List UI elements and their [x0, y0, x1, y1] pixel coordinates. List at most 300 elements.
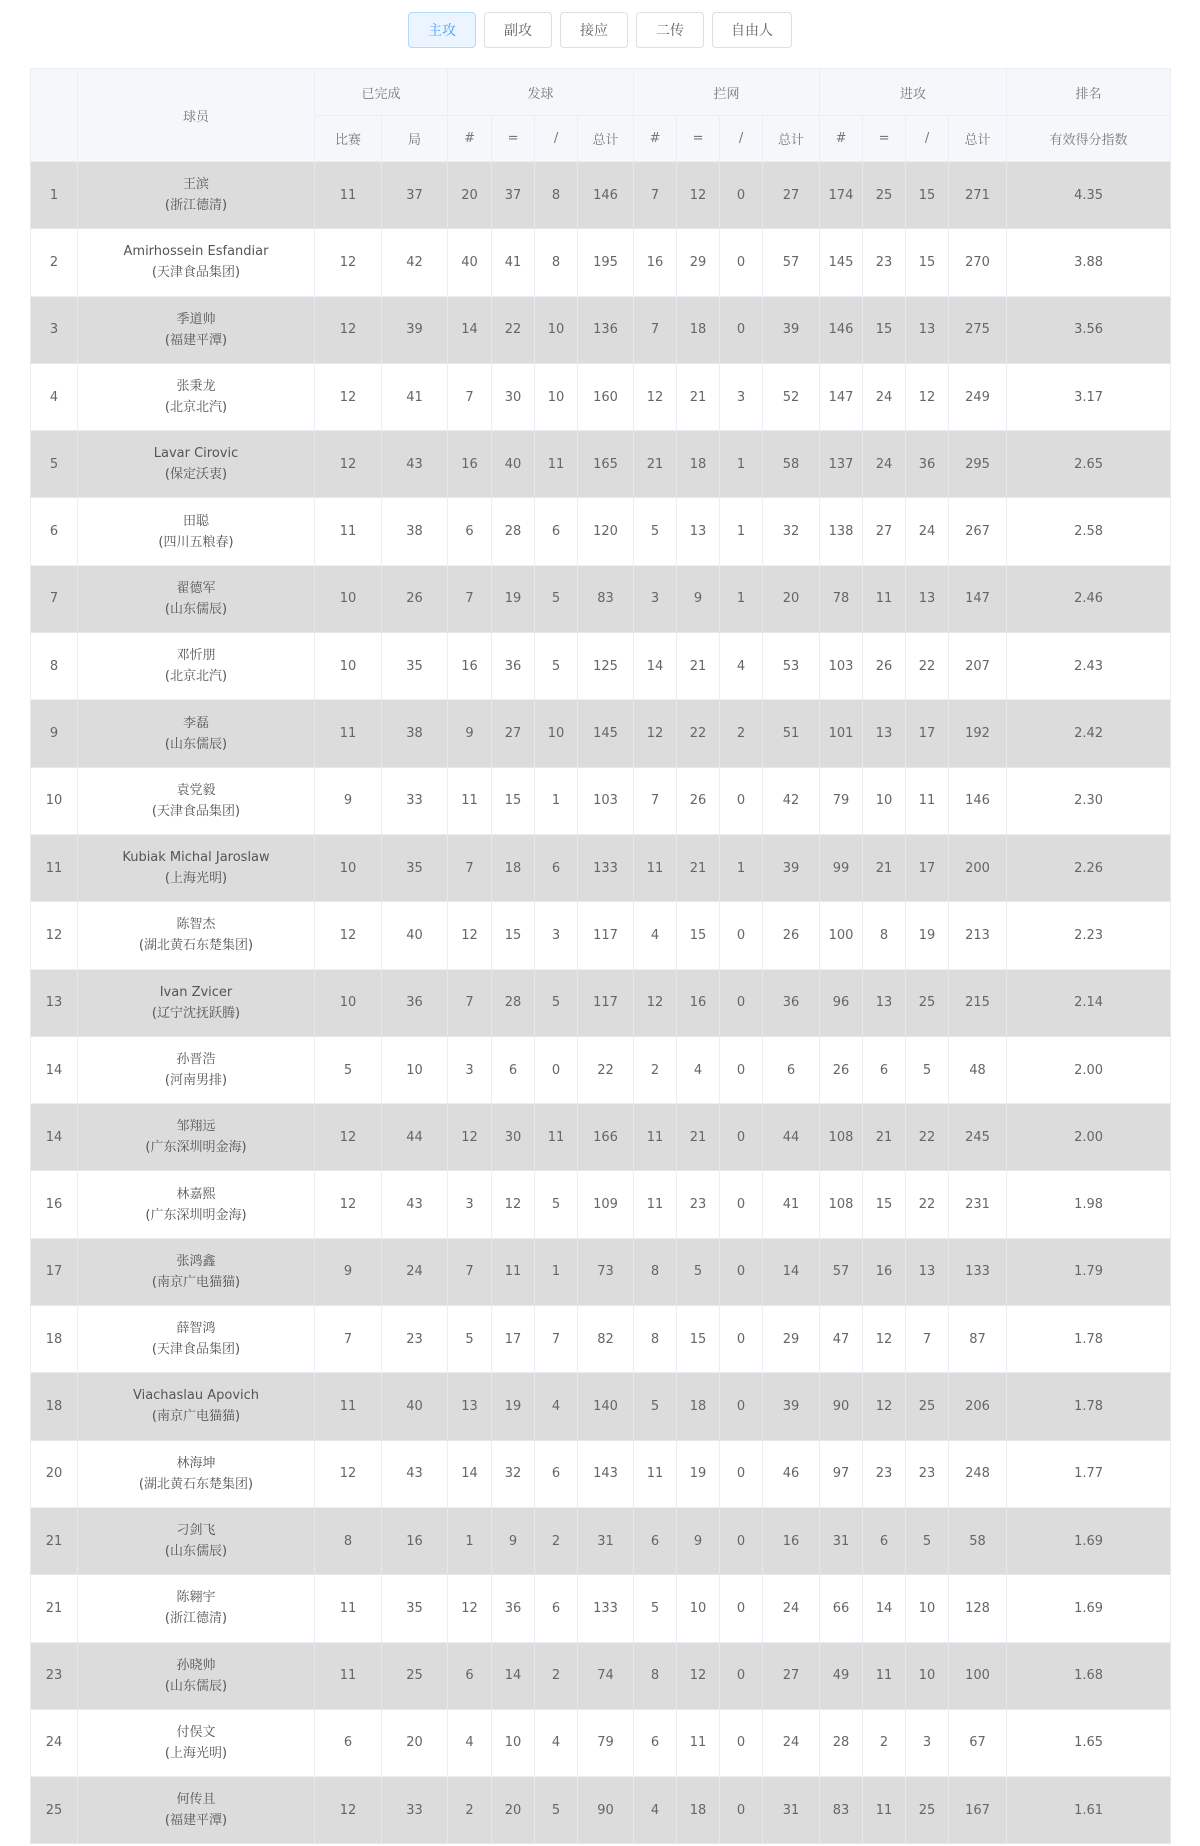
- stat-cell: 137: [820, 431, 863, 498]
- tab-4[interactable]: 自由人: [712, 12, 792, 48]
- stat-cell: 12: [315, 229, 382, 296]
- stat-cell: 2.00: [1007, 1036, 1171, 1103]
- stat-cell: 248: [949, 1440, 1007, 1507]
- subcol-header: =: [492, 116, 535, 162]
- stat-cell: 7: [906, 1306, 949, 1373]
- table-row[interactable]: [31, 1373, 1171, 1440]
- stat-cell: 0: [720, 1104, 763, 1171]
- stat-cell: 19: [492, 565, 535, 632]
- stat-cell: 1: [720, 431, 763, 498]
- stat-cell: 100: [949, 1642, 1007, 1709]
- stat-cell: 5: [535, 565, 578, 632]
- stat-cell: 16: [634, 229, 677, 296]
- stat-cell: 9: [492, 1507, 535, 1574]
- player-cell: [78, 902, 315, 969]
- stat-cell: 0: [720, 229, 763, 296]
- stat-cell: 12: [315, 1171, 382, 1238]
- rank-cell: 2: [31, 229, 78, 296]
- player-name: 邹翔远: [176, 1119, 216, 1135]
- stat-cell: 32: [492, 1440, 535, 1507]
- stat-cell: 8: [634, 1238, 677, 1305]
- stat-cell: 12: [315, 1104, 382, 1171]
- stat-cell: 120: [578, 498, 634, 565]
- table-row[interactable]: [31, 1777, 1171, 1844]
- rank-cell: 21: [31, 1575, 78, 1642]
- player-cell: [78, 1507, 315, 1574]
- stat-cell: 79: [820, 767, 863, 834]
- stat-cell: 4: [720, 633, 763, 700]
- stat-cell: 231: [949, 1171, 1007, 1238]
- stat-cell: 5: [906, 1036, 949, 1103]
- stat-cell: 1: [720, 498, 763, 565]
- stat-cell: 49: [820, 1642, 863, 1709]
- stat-cell: 17: [492, 1306, 535, 1373]
- stat-cell: 90: [578, 1777, 634, 1844]
- stat-cell: 30: [492, 363, 535, 430]
- stat-cell: 11: [315, 1575, 382, 1642]
- stat-cell: 2.46: [1007, 565, 1171, 632]
- stat-cell: 48: [949, 1036, 1007, 1103]
- stat-cell: 7: [448, 969, 492, 1036]
- stat-cell: 5: [315, 1036, 382, 1103]
- stat-cell: 39: [763, 834, 820, 901]
- player-name: Viachaslau Apovich: [132, 1388, 260, 1404]
- stat-cell: 53: [763, 633, 820, 700]
- stat-cell: 6: [863, 1036, 906, 1103]
- stat-cell: 11: [315, 498, 382, 565]
- stat-cell: 79: [578, 1709, 634, 1776]
- stat-cell: 24: [863, 431, 906, 498]
- stat-cell: 0: [720, 1709, 763, 1776]
- player-cell: [78, 969, 315, 1036]
- stat-cell: 101: [820, 700, 863, 767]
- stat-cell: 12: [634, 363, 677, 430]
- rank-cell: 11: [31, 834, 78, 901]
- stat-cell: 25: [906, 1373, 949, 1440]
- stat-cell: 38: [382, 700, 448, 767]
- player-team: (北京北汽): [164, 669, 228, 685]
- stat-cell: 18: [677, 431, 720, 498]
- player-name: 邓忻朋: [176, 648, 216, 664]
- subcol-header: #: [820, 116, 863, 162]
- player-name: 陈智杰: [176, 917, 216, 933]
- table-body: [31, 162, 1171, 1844]
- table-row[interactable]: [31, 1036, 1171, 1103]
- stat-cell: 37: [492, 162, 535, 229]
- stat-cell: 8: [535, 229, 578, 296]
- stat-cell: 8: [535, 162, 578, 229]
- stat-cell: 11: [535, 431, 578, 498]
- stat-cell: 39: [763, 296, 820, 363]
- stat-cell: 22: [677, 700, 720, 767]
- table-row[interactable]: [31, 767, 1171, 834]
- stat-cell: 26: [863, 633, 906, 700]
- stat-cell: 174: [820, 162, 863, 229]
- stat-cell: 14: [863, 1575, 906, 1642]
- stat-cell: 36: [492, 633, 535, 700]
- player-team: (山东儒辰): [164, 1544, 228, 1560]
- stat-cell: 165: [578, 431, 634, 498]
- player-team: (天津食品集团): [151, 803, 241, 819]
- rank-cell: 4: [31, 363, 78, 430]
- player-name: 袁党毅: [176, 782, 216, 798]
- subcol-header: /: [535, 116, 578, 162]
- stat-cell: 11: [315, 162, 382, 229]
- tab-2[interactable]: 接应: [560, 12, 628, 48]
- stat-cell: 12: [863, 1306, 906, 1373]
- player-team: (山东儒辰): [164, 736, 228, 752]
- stat-cell: 27: [763, 1642, 820, 1709]
- stat-cell: 3: [634, 565, 677, 632]
- rank-cell: 21: [31, 1507, 78, 1574]
- stat-cell: 15: [492, 902, 535, 969]
- stat-cell: 7: [448, 1238, 492, 1305]
- stat-cell: 9: [315, 767, 382, 834]
- stat-cell: 15: [677, 902, 720, 969]
- stat-cell: 10: [382, 1036, 448, 1103]
- stat-cell: 39: [382, 296, 448, 363]
- stat-cell: 0: [720, 1440, 763, 1507]
- stat-cell: 20: [382, 1709, 448, 1776]
- stat-cell: 143: [578, 1440, 634, 1507]
- player-cell: [78, 1238, 315, 1305]
- table-row[interactable]: [31, 700, 1171, 767]
- stat-cell: 33: [382, 1777, 448, 1844]
- stat-cell: 6: [634, 1709, 677, 1776]
- stat-cell: 51: [763, 700, 820, 767]
- tab-1[interactable]: 副攻: [484, 12, 552, 48]
- table-row[interactable]: [31, 363, 1171, 430]
- stat-cell: 31: [578, 1507, 634, 1574]
- stat-cell: 37: [382, 162, 448, 229]
- stat-cell: 207: [949, 633, 1007, 700]
- player-cell: [78, 1575, 315, 1642]
- stat-cell: 20: [448, 162, 492, 229]
- table-row[interactable]: [31, 1507, 1171, 1574]
- stat-cell: 2.30: [1007, 767, 1171, 834]
- stat-cell: 192: [949, 700, 1007, 767]
- stat-cell: 5: [677, 1238, 720, 1305]
- table-row[interactable]: [31, 1306, 1171, 1373]
- player-name: 田聪: [182, 513, 209, 529]
- tab-0[interactable]: 主攻: [408, 12, 476, 48]
- stat-cell: 12: [448, 1575, 492, 1642]
- player-team: (福建平潭): [164, 332, 228, 348]
- stat-cell: 6: [763, 1036, 820, 1103]
- player-header: 球员: [78, 69, 315, 162]
- stat-cell: 138: [820, 498, 863, 565]
- stat-cell: 57: [763, 229, 820, 296]
- rank-cell: 8: [31, 633, 78, 700]
- player-cell: [78, 1171, 315, 1238]
- stat-cell: 11: [863, 1642, 906, 1709]
- rank-cell: 25: [31, 1777, 78, 1844]
- stat-cell: 32: [763, 498, 820, 565]
- stat-cell: 245: [949, 1104, 1007, 1171]
- player-cell: [78, 633, 315, 700]
- stat-cell: 12: [634, 700, 677, 767]
- stat-cell: 57: [820, 1238, 863, 1305]
- stat-cell: 19: [906, 902, 949, 969]
- stat-cell: 21: [634, 431, 677, 498]
- stat-cell: 1: [535, 767, 578, 834]
- stat-cell: 8: [315, 1507, 382, 1574]
- stat-cell: 11: [535, 1104, 578, 1171]
- player-name: 孙晓帅: [176, 1657, 216, 1673]
- stat-cell: 10: [315, 633, 382, 700]
- stat-cell: 16: [677, 969, 720, 1036]
- player-name: 林嘉熙: [176, 1186, 216, 1202]
- stat-cell: 24: [763, 1575, 820, 1642]
- stat-cell: 108: [820, 1104, 863, 1171]
- stat-cell: 9: [677, 1507, 720, 1574]
- stat-cell: 12: [315, 902, 382, 969]
- stat-cell: 10: [906, 1575, 949, 1642]
- rank-cell: 10: [31, 767, 78, 834]
- player-team: (四川五粮春): [158, 534, 234, 550]
- rank-cell: 23: [31, 1642, 78, 1709]
- stat-cell: 11: [315, 1373, 382, 1440]
- table-row[interactable]: [31, 162, 1171, 229]
- stat-cell: 13: [906, 565, 949, 632]
- stat-cell: 44: [763, 1104, 820, 1171]
- stat-cell: 28: [492, 969, 535, 1036]
- stat-cell: 4.35: [1007, 162, 1171, 229]
- player-name: Amirhossein Esfandiar: [123, 244, 269, 260]
- stat-cell: 16: [448, 633, 492, 700]
- stat-cell: 7: [448, 834, 492, 901]
- stat-cell: 2.42: [1007, 700, 1171, 767]
- stat-cell: 5: [535, 969, 578, 1036]
- player-cell: [78, 498, 315, 565]
- stat-cell: 5: [634, 1575, 677, 1642]
- stat-cell: 23: [382, 1306, 448, 1373]
- stat-cell: 16: [863, 1238, 906, 1305]
- stat-cell: 4: [448, 1709, 492, 1776]
- stat-cell: 146: [820, 296, 863, 363]
- stat-cell: 271: [949, 162, 1007, 229]
- stat-cell: 40: [448, 229, 492, 296]
- stat-cell: 25: [382, 1642, 448, 1709]
- stat-cell: 25: [906, 969, 949, 1036]
- stat-cell: 10: [535, 700, 578, 767]
- stat-cell: 125: [578, 633, 634, 700]
- stat-cell: 29: [763, 1306, 820, 1373]
- stat-cell: 27: [492, 700, 535, 767]
- stat-cell: 6: [535, 498, 578, 565]
- stat-cell: 1.78: [1007, 1306, 1171, 1373]
- stat-cell: 6: [492, 1036, 535, 1103]
- stat-cell: 0: [720, 902, 763, 969]
- rank-cell: 14: [31, 1104, 78, 1171]
- stat-cell: 213: [949, 902, 1007, 969]
- stat-cell: 249: [949, 363, 1007, 430]
- stat-cell: 67: [949, 1709, 1007, 1776]
- subcol-header: 总计: [578, 116, 634, 162]
- player-team: (浙江德清): [164, 1611, 228, 1627]
- player-team: (上海光明): [164, 1745, 228, 1761]
- stat-cell: 3: [448, 1171, 492, 1238]
- player-name: 翟德军: [176, 580, 216, 596]
- stat-cell: 23: [906, 1440, 949, 1507]
- stat-cell: 10: [315, 565, 382, 632]
- stat-cell: 13: [448, 1373, 492, 1440]
- subcol-header: 总计: [763, 116, 820, 162]
- rank-cell: 18: [31, 1306, 78, 1373]
- table-row[interactable]: [31, 1238, 1171, 1305]
- stat-cell: 21: [863, 834, 906, 901]
- stat-cell: 7: [634, 767, 677, 834]
- stat-cell: 22: [492, 296, 535, 363]
- stat-cell: 10: [535, 363, 578, 430]
- stat-cell: 22: [906, 1104, 949, 1171]
- stat-cell: 58: [763, 431, 820, 498]
- serve-group-header: 发球: [448, 69, 634, 116]
- stat-cell: 0: [720, 1373, 763, 1440]
- stat-cell: 58: [949, 1507, 1007, 1574]
- player-team: (广东深圳明金海): [145, 1207, 247, 1223]
- stat-cell: 66: [820, 1575, 863, 1642]
- stat-cell: 1.65: [1007, 1709, 1171, 1776]
- player-cell: [78, 1104, 315, 1171]
- stat-cell: 11: [634, 834, 677, 901]
- subcol-header: =: [863, 116, 906, 162]
- player-cell: [78, 431, 315, 498]
- table-row[interactable]: [31, 633, 1171, 700]
- stat-cell: 215: [949, 969, 1007, 1036]
- table-row[interactable]: [31, 1642, 1171, 1709]
- stat-cell: 0: [720, 1171, 763, 1238]
- table-row[interactable]: [31, 1171, 1171, 1238]
- rank-cell: 9: [31, 700, 78, 767]
- stat-cell: 1: [448, 1507, 492, 1574]
- stat-cell: 166: [578, 1104, 634, 1171]
- stat-cell: 16: [382, 1507, 448, 1574]
- stat-cell: 12: [315, 1777, 382, 1844]
- rank-cell: 20: [31, 1440, 78, 1507]
- stat-cell: 26: [382, 565, 448, 632]
- player-name: 孙晋浩: [176, 1052, 216, 1067]
- subcol-header: =: [677, 116, 720, 162]
- stat-cell: 2.58: [1007, 498, 1171, 565]
- table-row[interactable]: [31, 969, 1171, 1036]
- stat-cell: 41: [382, 363, 448, 430]
- stat-cell: 2.65: [1007, 431, 1171, 498]
- table-row[interactable]: [31, 296, 1171, 363]
- stat-cell: 1: [720, 834, 763, 901]
- player-name: 张秉龙: [176, 379, 216, 395]
- subcol-header: #: [448, 116, 492, 162]
- player-team: (湖北黄石东楚集团): [138, 1476, 254, 1492]
- player-cell: [78, 1036, 315, 1103]
- stat-cell: 5: [535, 1171, 578, 1238]
- stat-cell: 26: [677, 767, 720, 834]
- rank-cell: 16: [31, 1171, 78, 1238]
- stat-cell: 0: [720, 1238, 763, 1305]
- stat-cell: 15: [677, 1306, 720, 1373]
- stat-cell: 7: [315, 1306, 382, 1373]
- stat-cell: 4: [535, 1709, 578, 1776]
- stat-cell: 16: [763, 1507, 820, 1574]
- stat-cell: 18: [677, 1777, 720, 1844]
- stat-cell: 4: [535, 1373, 578, 1440]
- subcol-header: 总计: [949, 116, 1007, 162]
- stat-cell: 83: [578, 565, 634, 632]
- table-row[interactable]: [31, 834, 1171, 901]
- stat-cell: 1.79: [1007, 1238, 1171, 1305]
- stat-cell: 12: [315, 1440, 382, 1507]
- player-name: 张鸿鑫: [176, 1253, 216, 1269]
- stat-cell: 128: [949, 1575, 1007, 1642]
- stat-cell: 17: [906, 834, 949, 901]
- stat-cell: 0: [720, 1306, 763, 1373]
- player-cell: [78, 700, 315, 767]
- table-row[interactable]: [31, 229, 1171, 296]
- stat-cell: 3: [448, 1036, 492, 1103]
- stat-cell: 7: [634, 162, 677, 229]
- player-team: (福建平潭): [164, 1813, 228, 1829]
- stat-cell: 1: [535, 1238, 578, 1305]
- stat-cell: 0: [720, 1507, 763, 1574]
- stat-cell: 103: [578, 767, 634, 834]
- stat-cell: 3.17: [1007, 363, 1171, 430]
- player-name: 林海坤: [176, 1455, 216, 1471]
- stat-cell: 10: [677, 1575, 720, 1642]
- stat-cell: 6: [863, 1507, 906, 1574]
- player-cell: [78, 1642, 315, 1709]
- stat-cell: 2.26: [1007, 834, 1171, 901]
- stat-cell: 0: [720, 1642, 763, 1709]
- table-row[interactable]: [31, 1440, 1171, 1507]
- player-team: (辽宁沈抚跃腾): [151, 1005, 241, 1021]
- stat-cell: 4: [634, 1777, 677, 1844]
- table-row[interactable]: [31, 498, 1171, 565]
- table-row[interactable]: [31, 1104, 1171, 1171]
- stat-cell: 7: [535, 1306, 578, 1373]
- stat-cell: 12: [863, 1373, 906, 1440]
- stat-cell: 270: [949, 229, 1007, 296]
- subcol-header: #: [634, 116, 677, 162]
- stat-cell: 82: [578, 1306, 634, 1373]
- stat-cell: 78: [820, 565, 863, 632]
- stat-cell: 0: [720, 162, 763, 229]
- stat-cell: 11: [634, 1171, 677, 1238]
- stat-cell: 13: [906, 296, 949, 363]
- table-row[interactable]: [31, 1575, 1171, 1642]
- table-row[interactable]: [31, 1709, 1171, 1776]
- stat-cell: 36: [763, 969, 820, 1036]
- table-row[interactable]: [31, 431, 1171, 498]
- stat-cell: 6: [448, 498, 492, 565]
- stat-cell: 145: [578, 700, 634, 767]
- table-row[interactable]: [31, 902, 1171, 969]
- stat-cell: 25: [863, 162, 906, 229]
- player-cell: [78, 296, 315, 363]
- stat-cell: 117: [578, 969, 634, 1036]
- stat-cell: 10: [492, 1709, 535, 1776]
- stat-cell: 9: [448, 700, 492, 767]
- player-team: (广东深圳明金海): [145, 1140, 247, 1156]
- table-row[interactable]: [31, 565, 1171, 632]
- stat-cell: 108: [820, 1171, 863, 1238]
- tab-3[interactable]: 二传: [636, 12, 704, 48]
- stat-cell: 2.00: [1007, 1104, 1171, 1171]
- stat-cell: 11: [634, 1440, 677, 1507]
- completed-group-header: 已完成: [315, 69, 448, 116]
- rank-cell: 14: [31, 1036, 78, 1103]
- player-team: (湖北黄石东楚集团): [138, 938, 254, 954]
- stat-cell: 12: [448, 1104, 492, 1171]
